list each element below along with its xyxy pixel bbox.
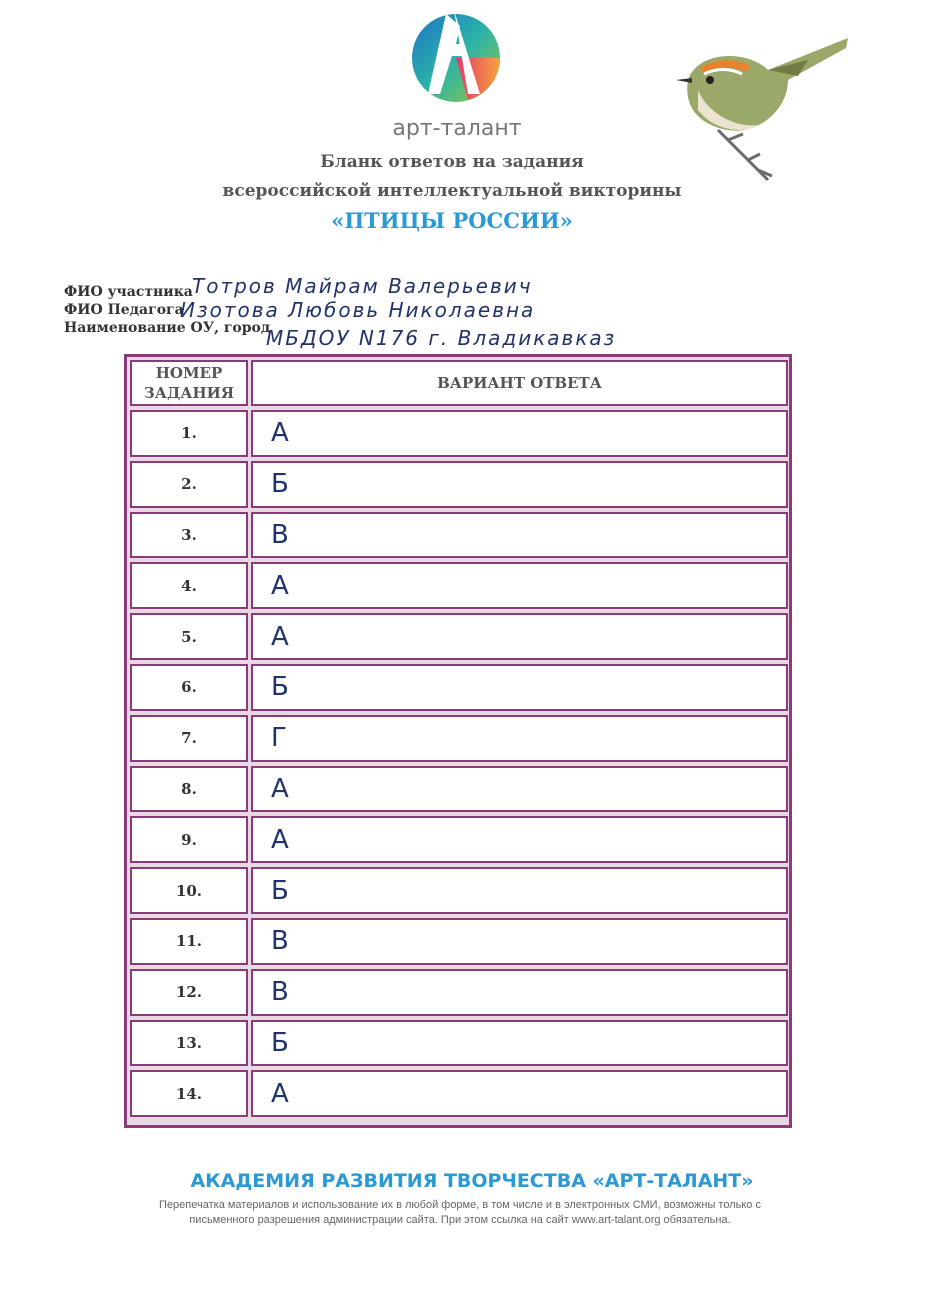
art-talant-logo [408, 4, 504, 108]
column-header-number: НОМЕР ЗАДАНИЯ [130, 360, 248, 406]
participant-label: ФИО участника [64, 284, 193, 300]
task-number-cell: 12. [130, 969, 248, 1016]
answer-cell: В [251, 918, 788, 965]
footer-title: АКАДЕМИЯ РАЗВИТИЯ ТВОРЧЕСТВА «АРТ-ТАЛАНТ» [190, 1170, 754, 1192]
answer-cell: Б [251, 664, 788, 711]
task-number-cell: 5. [130, 613, 248, 660]
column-header-answer: ВАРИАНТ ОТВЕТА [251, 360, 788, 406]
school-label: Наименование ОУ, город [64, 320, 271, 336]
task-number-cell: 9. [130, 816, 248, 863]
answer-cell: А [251, 562, 788, 609]
task-number-cell: 3. [130, 512, 248, 559]
task-number-cell: 4. [130, 562, 248, 609]
subtitle-line-1: Бланк ответов на задания [320, 152, 584, 172]
task-number-cell: 10. [130, 867, 248, 914]
task-number-cell: 14. [130, 1070, 248, 1117]
subtitle-line-2: всероссийской интеллектуальной викторины [222, 181, 682, 201]
answer-cell: А [251, 816, 788, 863]
bird-illustration [658, 30, 858, 190]
task-number-cell: 13. [130, 1020, 248, 1067]
footer-note-line-1: Перепечатка материалов и использование их в любой форме, в том числе и в электронных СМИ, возможны только с [159, 1199, 761, 1211]
footer-note [90, 1198, 830, 1228]
task-number-cell: 8. [130, 766, 248, 813]
answer-cell: Г [251, 715, 788, 762]
task-number-cell: 11. [130, 918, 248, 965]
footer-note-line-2: письменного разрешения администрации сайта. При этом ссылка на сайт www.art-talant.org обязательна. [189, 1214, 731, 1226]
task-number-cell: 1. [130, 410, 248, 457]
task-number-cell: 2. [130, 461, 248, 508]
brand-name: арт-талант [392, 116, 522, 141]
task-number-cell: 7. [130, 715, 248, 762]
answer-cell: Б [251, 867, 788, 914]
answer-cell: А [251, 410, 788, 457]
answer-cell: Б [251, 461, 788, 508]
answer-table [124, 354, 792, 1128]
answer-cell: А [251, 766, 788, 813]
answer-cell: В [251, 512, 788, 559]
teacher-label: ФИО Педагога [64, 302, 184, 318]
answer-cell: Б [251, 1020, 788, 1067]
school-name: МБДОУ N176 г. Владикавказ [266, 326, 617, 350]
answer-cell: А [251, 613, 788, 660]
teacher-name: Изотова Любовь Николаевна [180, 298, 536, 322]
quiz-title: «ПТИЦЫ РОССИИ» [331, 208, 573, 233]
participant-name: Тотров Майрам Валерьевич [192, 274, 533, 298]
answer-cell: В [251, 969, 788, 1016]
answer-cell: А [251, 1070, 788, 1117]
task-number-cell: 6. [130, 664, 248, 711]
